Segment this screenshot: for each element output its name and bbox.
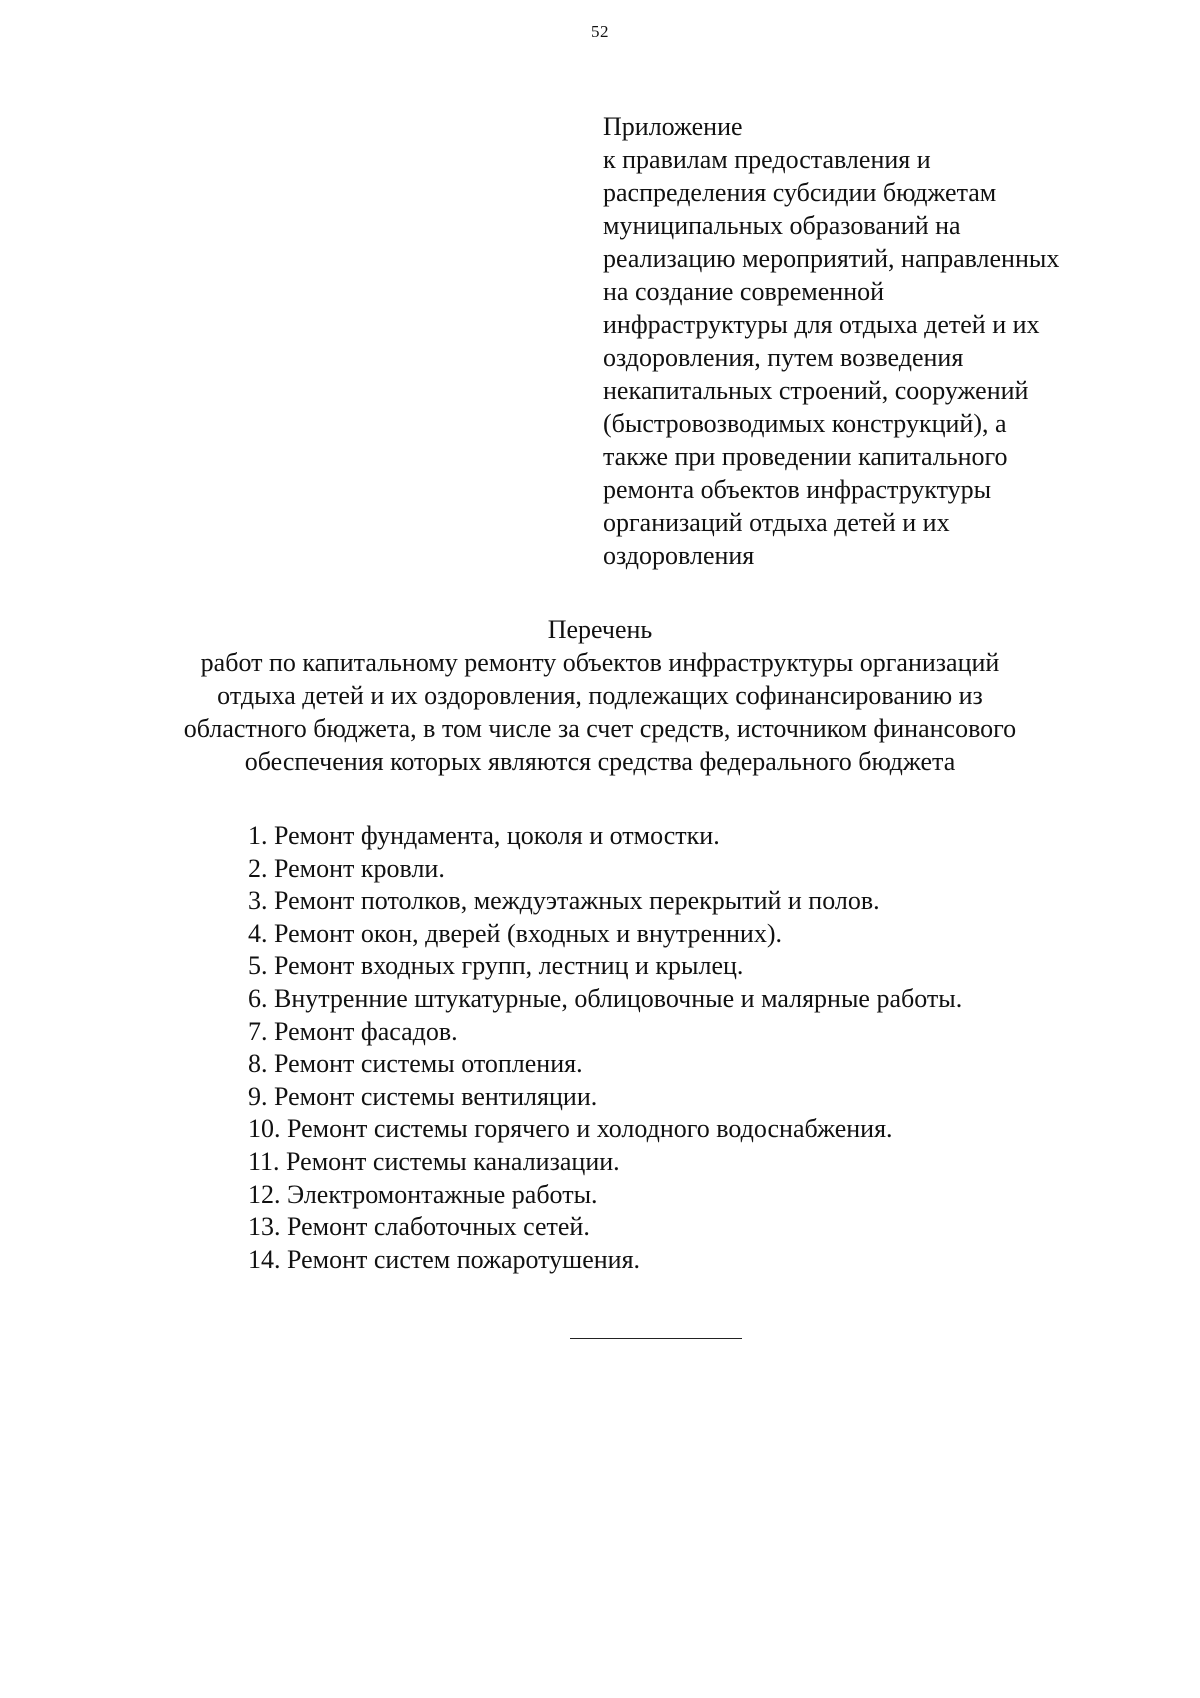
appendix-line: распределения субсидии бюджетам bbox=[603, 178, 997, 207]
appendix-line: на создание современной bbox=[603, 277, 885, 306]
list-subtitle-line: работ по капитальному ремонту объектов инфраструктуры организаций bbox=[200, 648, 1000, 677]
list-heading: Перечень bbox=[547, 615, 653, 644]
works-list bbox=[248, 820, 962, 1276]
list-item: 3. Ремонт потолков, междуэтажных перекрытий и полов. bbox=[248, 886, 880, 916]
appendix-line: реализацию мероприятий, направленных bbox=[603, 244, 1060, 273]
list-item: 6. Внутренние штукатурные, облицовочные и малярные работы. bbox=[248, 983, 963, 1013]
list-title-block bbox=[0, 613, 1200, 778]
appendix-line: к правилам предоставления и bbox=[603, 145, 931, 174]
list-item: 5. Ремонт входных групп, лестниц и крылец. bbox=[248, 951, 744, 981]
list-subtitle-line: обеспечения которых являются средства федерального бюджета bbox=[244, 747, 956, 776]
appendix-line: муниципальных образований на bbox=[603, 211, 961, 240]
page-number: 52 bbox=[591, 22, 609, 41]
appendix-line: некапитальных строений, сооружений bbox=[603, 376, 1029, 405]
list-subtitle-line: областного бюджета, в том числе за счет средств, источником финансового bbox=[183, 714, 1017, 743]
list-item: 2. Ремонт кровли. bbox=[248, 853, 445, 883]
list-item: 13. Ремонт слаботочных сетей. bbox=[248, 1212, 590, 1242]
list-item: 4. Ремонт окон, дверей (входных и внутренних). bbox=[248, 918, 782, 948]
list-item: 7. Ремонт фасадов. bbox=[248, 1016, 458, 1046]
appendix-line: оздоровления bbox=[603, 541, 755, 570]
appendix-line: (быстровозводимых конструкций), а bbox=[603, 409, 1007, 438]
list-subtitle-line: отдыха детей и их оздоровления, подлежащих софинансированию из bbox=[217, 681, 983, 710]
appendix-block bbox=[603, 110, 1123, 572]
list-item: 12. Электромонтажные работы. bbox=[248, 1179, 598, 1209]
list-item: 8. Ремонт системы отопления. bbox=[248, 1049, 583, 1079]
list-item: 11. Ремонт системы канализации. bbox=[248, 1146, 620, 1176]
appendix-line: ремонта объектов инфраструктуры bbox=[603, 475, 992, 504]
list-item: 1. Ремонт фундамента, цоколя и отмостки. bbox=[248, 821, 720, 850]
appendix-line: организаций отдыха детей и их bbox=[603, 508, 950, 537]
appendix-line: Приложение bbox=[603, 112, 743, 141]
list-item: 10. Ремонт системы горячего и холодного водоснабжения. bbox=[248, 1114, 893, 1144]
appendix-line: также при проведении капитального bbox=[603, 442, 1008, 471]
end-divider bbox=[570, 1338, 742, 1339]
appendix-line: оздоровления, путем возведения bbox=[603, 343, 964, 372]
appendix-line: инфраструктуры для отдыха детей и их bbox=[603, 310, 1040, 339]
list-item: 9. Ремонт системы вентиляции. bbox=[248, 1081, 598, 1111]
list-item: 14. Ремонт систем пожаротушения. bbox=[248, 1244, 641, 1274]
